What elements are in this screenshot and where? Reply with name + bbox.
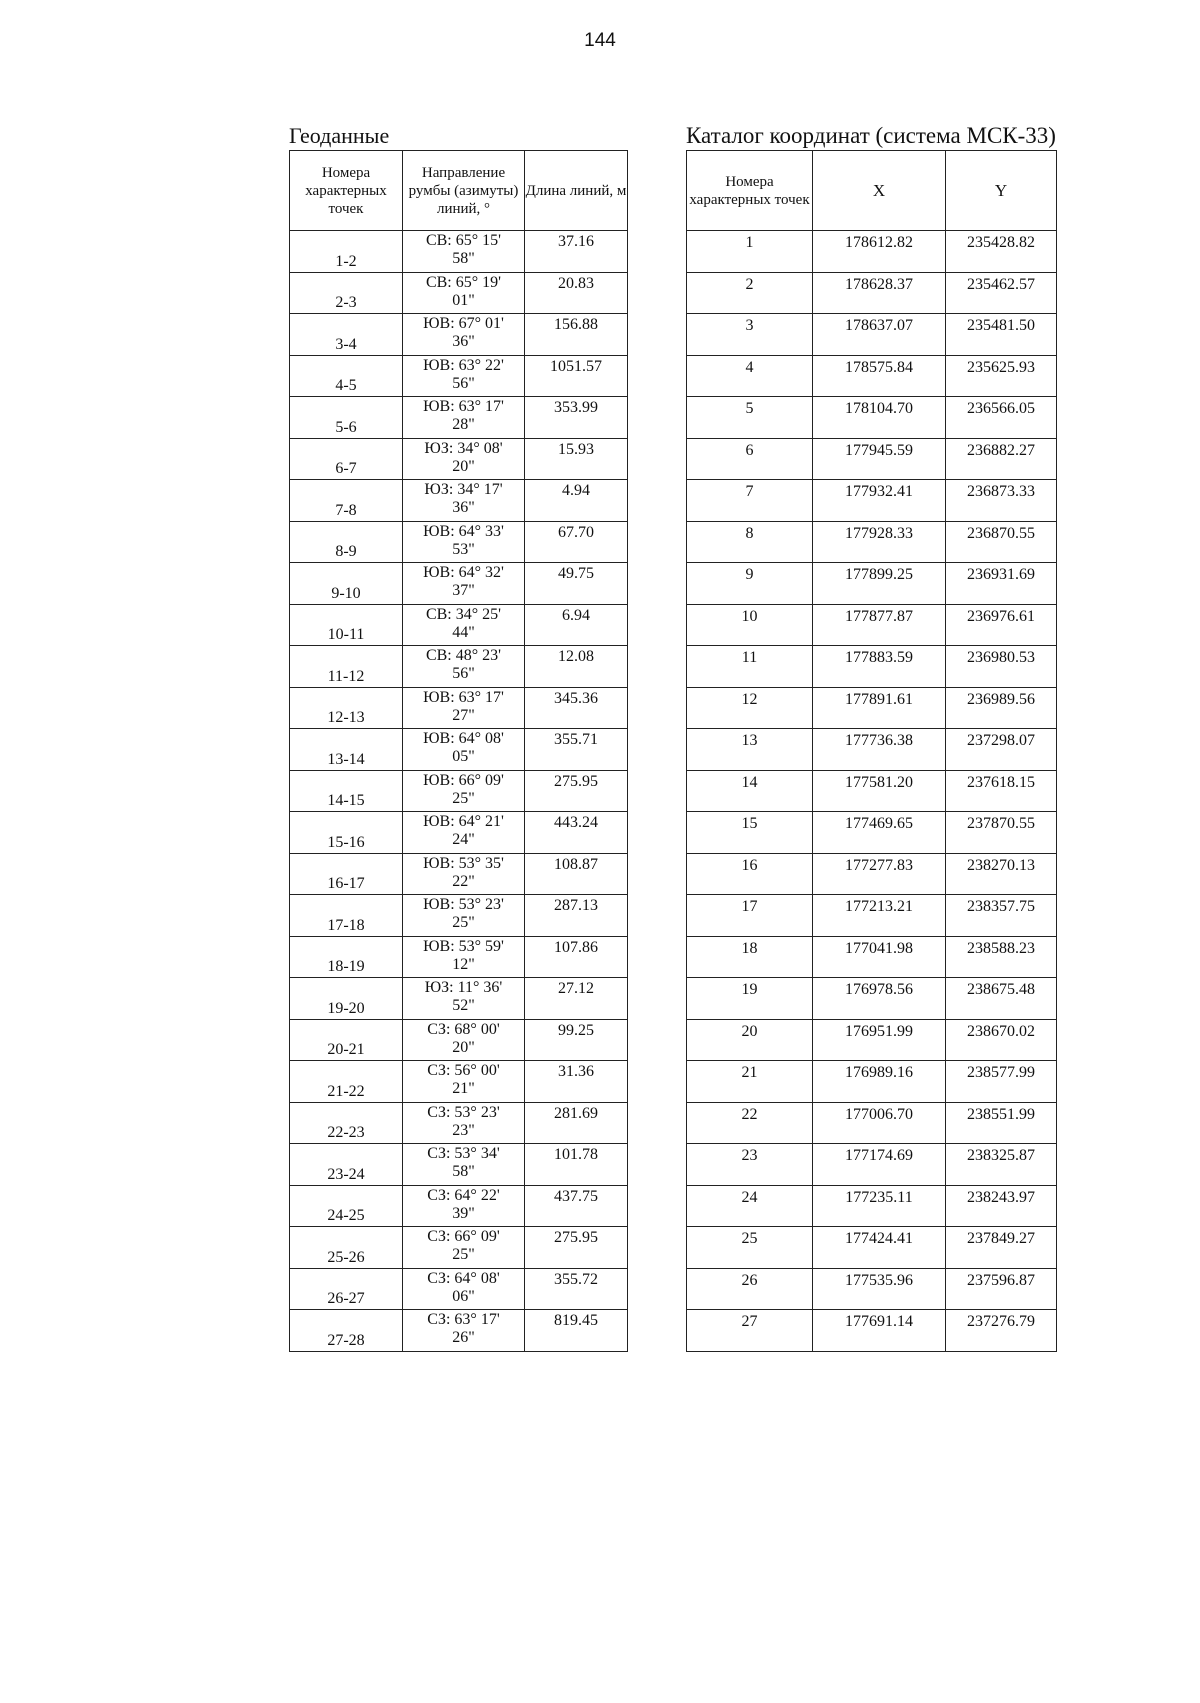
direction-seconds: 58" xyxy=(452,250,475,267)
table-row xyxy=(687,646,1057,688)
catalog-section xyxy=(686,122,1057,1352)
length-cell: 107.86 xyxy=(525,936,628,978)
length-cell: 437.75 xyxy=(525,1185,628,1227)
y-coordinate-cell: 236976.61 xyxy=(946,604,1057,646)
table-row xyxy=(687,521,1057,563)
segment-cell: 8-9 xyxy=(290,521,403,563)
segment-cell: 22-23 xyxy=(290,1102,403,1144)
table-row xyxy=(687,1185,1057,1227)
x-coordinate-cell: 178575.84 xyxy=(813,355,946,397)
y-coordinate-cell: 237870.55 xyxy=(946,812,1057,854)
x-coordinate-cell: 178104.70 xyxy=(813,397,946,439)
point-number-cell: 1 xyxy=(687,231,813,273)
y-coordinate-cell: 235428.82 xyxy=(946,231,1057,273)
y-coordinate-cell: 236989.56 xyxy=(946,687,1057,729)
page-number: 144 xyxy=(584,30,616,51)
direction-degrees: СВ: 65° 19' xyxy=(425,273,502,291)
direction-seconds: 39" xyxy=(452,1204,475,1222)
point-number-cell: 25 xyxy=(687,1227,813,1269)
segment-cell: 24-25 xyxy=(290,1185,403,1227)
y-coordinate-cell: 235625.93 xyxy=(946,355,1057,397)
y-coordinate-cell: 237618.15 xyxy=(946,770,1057,812)
table-row xyxy=(290,1102,628,1144)
point-number-cell: 27 xyxy=(687,1310,813,1352)
point-number-cell: 4 xyxy=(687,355,813,397)
table-row xyxy=(687,978,1057,1020)
direction-seconds: 25" xyxy=(452,1246,475,1263)
direction-seconds: 20" xyxy=(452,1038,475,1056)
point-number-cell: 9 xyxy=(687,563,813,605)
y-coordinate-cell: 235462.57 xyxy=(946,272,1057,314)
direction-cell xyxy=(403,480,525,522)
table-row xyxy=(290,604,628,646)
direction-cell xyxy=(403,231,525,273)
table-row xyxy=(687,770,1057,812)
x-coordinate-cell: 177277.83 xyxy=(813,853,946,895)
y-coordinate-cell: 236870.55 xyxy=(946,521,1057,563)
table-row xyxy=(290,272,628,314)
direction-cell xyxy=(403,853,525,895)
segment-cell: 11-12 xyxy=(290,646,403,688)
point-number-cell: 15 xyxy=(687,812,813,854)
y-coordinate-cell: 237298.07 xyxy=(946,729,1057,771)
table-row xyxy=(687,1310,1057,1352)
table-row xyxy=(687,1061,1057,1103)
segment-cell: 13-14 xyxy=(290,729,403,771)
point-number-cell: 7 xyxy=(687,480,813,522)
direction-seconds: 27" xyxy=(452,706,475,724)
direction-degrees: ЮВ: 53° 23' xyxy=(423,896,504,913)
direction-degrees: ЮВ: 63° 22' xyxy=(423,356,504,374)
direction-degrees: СВ: 48° 23' xyxy=(425,647,502,664)
length-cell: 108.87 xyxy=(525,853,628,895)
header-points: Номера характерных точек xyxy=(290,151,403,231)
direction-degrees: СВ: 34° 25' xyxy=(425,605,502,623)
direction-degrees: ЮВ: 63° 17' xyxy=(423,398,504,415)
x-coordinate-cell: 177213.21 xyxy=(813,895,946,937)
direction-cell xyxy=(403,936,525,978)
x-coordinate-cell: 177041.98 xyxy=(813,936,946,978)
x-coordinate-cell: 177891.61 xyxy=(813,687,946,729)
direction-cell xyxy=(403,563,525,605)
length-cell: 27.12 xyxy=(525,978,628,1020)
length-cell: 37.16 xyxy=(525,231,628,273)
table-row xyxy=(290,1061,628,1103)
direction-degrees: СЗ: 56° 00' xyxy=(427,1062,500,1079)
direction-degrees: СЗ: 64° 08' xyxy=(427,1269,500,1287)
direction-cell xyxy=(403,895,525,937)
segment-cell: 18-19 xyxy=(290,936,403,978)
table-row xyxy=(290,521,628,563)
x-coordinate-cell: 176978.56 xyxy=(813,978,946,1020)
direction-seconds: 24" xyxy=(452,831,475,848)
direction-seconds: 12" xyxy=(452,955,475,973)
direction-cell xyxy=(403,729,525,771)
table-row xyxy=(687,1102,1057,1144)
direction-cell xyxy=(403,1268,525,1310)
point-number-cell: 26 xyxy=(687,1268,813,1310)
point-number-cell: 20 xyxy=(687,1019,813,1061)
x-coordinate-cell: 177883.59 xyxy=(813,646,946,688)
length-cell: 275.95 xyxy=(525,1227,628,1269)
catalog-table xyxy=(686,150,1057,1352)
point-number-cell: 21 xyxy=(687,1061,813,1103)
y-coordinate-cell: 238588.23 xyxy=(946,936,1057,978)
length-cell: 31.36 xyxy=(525,1061,628,1103)
direction-cell xyxy=(403,1227,525,1269)
direction-degrees: ЮВ: 53° 35' xyxy=(423,854,504,872)
point-number-cell: 8 xyxy=(687,521,813,563)
header-length: Длина линий, м xyxy=(525,151,628,231)
y-coordinate-cell: 237849.27 xyxy=(946,1227,1057,1269)
direction-degrees: ЮВ: 63° 17' xyxy=(423,688,504,706)
point-number-cell: 16 xyxy=(687,853,813,895)
table-row xyxy=(687,853,1057,895)
length-cell: 4.94 xyxy=(525,480,628,522)
direction-cell xyxy=(403,314,525,356)
direction-cell xyxy=(403,604,525,646)
x-coordinate-cell: 177006.70 xyxy=(813,1102,946,1144)
table-row xyxy=(687,397,1057,439)
point-number-cell: 13 xyxy=(687,729,813,771)
direction-cell xyxy=(403,1102,525,1144)
table-row xyxy=(290,853,628,895)
x-coordinate-cell: 177424.41 xyxy=(813,1227,946,1269)
point-number-cell: 22 xyxy=(687,1102,813,1144)
table-row xyxy=(687,438,1057,480)
direction-cell xyxy=(403,646,525,688)
segment-cell: 19-20 xyxy=(290,978,403,1020)
direction-degrees: СВ: 65° 15' xyxy=(425,232,502,249)
direction-cell xyxy=(403,521,525,563)
direction-cell xyxy=(403,1019,525,1061)
x-coordinate-cell: 176951.99 xyxy=(813,1019,946,1061)
direction-cell xyxy=(403,812,525,854)
header-points: Номера характерных точек xyxy=(687,151,813,231)
x-coordinate-cell: 178628.37 xyxy=(813,272,946,314)
y-coordinate-cell: 237596.87 xyxy=(946,1268,1057,1310)
direction-seconds: 23" xyxy=(452,1121,475,1139)
geodata-caption: Геоданные xyxy=(289,123,390,148)
direction-cell xyxy=(403,355,525,397)
direction-seconds: 01" xyxy=(452,291,475,309)
length-cell: 1051.57 xyxy=(525,355,628,397)
direction-cell xyxy=(403,978,525,1020)
table-row xyxy=(687,231,1057,273)
table-row xyxy=(687,563,1057,605)
length-cell: 353.99 xyxy=(525,397,628,439)
table-row xyxy=(290,314,628,356)
point-number-cell: 19 xyxy=(687,978,813,1020)
table-row xyxy=(687,355,1057,397)
y-coordinate-cell: 238243.97 xyxy=(946,1185,1057,1227)
direction-degrees: ЮЗ: 34° 08' xyxy=(424,439,503,457)
y-coordinate-cell: 238357.75 xyxy=(946,895,1057,937)
table-row xyxy=(687,272,1057,314)
y-coordinate-cell: 238551.99 xyxy=(946,1102,1057,1144)
y-coordinate-cell: 238577.99 xyxy=(946,1061,1057,1103)
direction-degrees: СЗ: 68° 00' xyxy=(427,1020,500,1038)
y-coordinate-cell: 236882.27 xyxy=(946,438,1057,480)
segment-cell: 23-24 xyxy=(290,1144,403,1186)
table-row xyxy=(290,480,628,522)
direction-seconds: 28" xyxy=(452,416,475,433)
segment-cell: 12-13 xyxy=(290,687,403,729)
point-number-cell: 24 xyxy=(687,1185,813,1227)
table-row xyxy=(687,1144,1057,1186)
point-number-cell: 18 xyxy=(687,936,813,978)
table-row xyxy=(290,936,628,978)
segment-cell: 3-4 xyxy=(290,314,403,356)
x-coordinate-cell: 176989.16 xyxy=(813,1061,946,1103)
direction-cell xyxy=(403,687,525,729)
table-row xyxy=(687,1227,1057,1269)
direction-seconds: 25" xyxy=(452,789,475,807)
direction-seconds: 21" xyxy=(452,1080,475,1097)
x-coordinate-cell: 177899.25 xyxy=(813,563,946,605)
direction-degrees: ЮВ: 64° 33' xyxy=(423,522,504,540)
y-coordinate-cell: 236931.69 xyxy=(946,563,1057,605)
length-cell: 15.93 xyxy=(525,438,628,480)
x-coordinate-cell: 177945.59 xyxy=(813,438,946,480)
length-cell: 49.75 xyxy=(525,563,628,605)
point-number-cell: 5 xyxy=(687,397,813,439)
direction-cell xyxy=(403,770,525,812)
direction-seconds: 52" xyxy=(452,997,475,1014)
direction-degrees: ЮВ: 64° 32' xyxy=(423,564,504,581)
segment-cell: 21-22 xyxy=(290,1061,403,1103)
table-row xyxy=(290,895,628,937)
segment-cell: 1-2 xyxy=(290,231,403,273)
direction-degrees: ЮЗ: 34° 17' xyxy=(424,481,503,498)
table-row xyxy=(290,438,628,480)
direction-seconds: 36" xyxy=(452,499,475,516)
x-coordinate-cell: 177581.20 xyxy=(813,770,946,812)
x-coordinate-cell: 177932.41 xyxy=(813,480,946,522)
length-cell: 6.94 xyxy=(525,604,628,646)
segment-cell: 10-11 xyxy=(290,604,403,646)
point-number-cell: 3 xyxy=(687,314,813,356)
table-row xyxy=(290,770,628,812)
direction-seconds: 58" xyxy=(452,1163,475,1180)
y-coordinate-cell: 236980.53 xyxy=(946,646,1057,688)
length-cell: 355.71 xyxy=(525,729,628,771)
x-coordinate-cell: 177174.69 xyxy=(813,1144,946,1186)
direction-degrees: СЗ: 53° 34' xyxy=(427,1145,500,1162)
direction-seconds: 22" xyxy=(452,872,475,890)
length-cell: 443.24 xyxy=(525,812,628,854)
segment-cell: 7-8 xyxy=(290,480,403,522)
table-row xyxy=(290,812,628,854)
table-row xyxy=(687,687,1057,729)
direction-cell xyxy=(403,397,525,439)
segment-cell: 4-5 xyxy=(290,355,403,397)
y-coordinate-cell: 236873.33 xyxy=(946,480,1057,522)
y-coordinate-cell: 238270.13 xyxy=(946,853,1057,895)
segment-cell: 17-18 xyxy=(290,895,403,937)
geodata-table xyxy=(289,150,628,1352)
segment-cell: 16-17 xyxy=(290,853,403,895)
direction-cell xyxy=(403,1185,525,1227)
direction-cell xyxy=(403,1144,525,1186)
y-coordinate-cell: 238325.87 xyxy=(946,1144,1057,1186)
length-cell: 12.08 xyxy=(525,646,628,688)
direction-degrees: СЗ: 53° 23' xyxy=(427,1103,500,1121)
x-coordinate-cell: 177877.87 xyxy=(813,604,946,646)
y-coordinate-cell: 235481.50 xyxy=(946,314,1057,356)
table-row xyxy=(290,355,628,397)
point-number-cell: 6 xyxy=(687,438,813,480)
length-cell: 281.69 xyxy=(525,1102,628,1144)
direction-cell xyxy=(403,1061,525,1103)
table-row xyxy=(687,314,1057,356)
direction-seconds: 56" xyxy=(452,665,475,682)
table-row xyxy=(687,1268,1057,1310)
length-cell: 101.78 xyxy=(525,1144,628,1186)
direction-cell xyxy=(403,272,525,314)
segment-cell: 2-3 xyxy=(290,272,403,314)
x-coordinate-cell: 177469.65 xyxy=(813,812,946,854)
table-row xyxy=(290,1185,628,1227)
table-row xyxy=(290,1144,628,1186)
segment-cell: 26-27 xyxy=(290,1268,403,1310)
direction-seconds: 56" xyxy=(452,374,475,392)
table-row xyxy=(290,1310,628,1352)
point-number-cell: 14 xyxy=(687,770,813,812)
segment-cell: 25-26 xyxy=(290,1227,403,1269)
direction-seconds: 44" xyxy=(452,623,475,641)
direction-degrees: ЮВ: 67° 01' xyxy=(423,315,504,332)
x-coordinate-cell: 177736.38 xyxy=(813,729,946,771)
segment-cell: 27-28 xyxy=(290,1310,403,1352)
segment-cell: 6-7 xyxy=(290,438,403,480)
table-row xyxy=(687,604,1057,646)
point-number-cell: 17 xyxy=(687,895,813,937)
direction-seconds: 37" xyxy=(452,582,475,599)
table-row xyxy=(290,563,628,605)
direction-seconds: 20" xyxy=(452,457,475,475)
direction-seconds: 53" xyxy=(452,540,475,558)
x-coordinate-cell: 177235.11 xyxy=(813,1185,946,1227)
table-row xyxy=(290,646,628,688)
header-x: X xyxy=(813,151,946,231)
direction-cell xyxy=(403,438,525,480)
table-row xyxy=(687,480,1057,522)
point-number-cell: 11 xyxy=(687,646,813,688)
point-number-cell: 12 xyxy=(687,687,813,729)
table-row xyxy=(687,895,1057,937)
x-coordinate-cell: 177691.14 xyxy=(813,1310,946,1352)
direction-seconds: 36" xyxy=(452,333,475,350)
direction-seconds: 06" xyxy=(452,1287,475,1305)
catalog-header-row xyxy=(687,151,1057,231)
direction-degrees: ЮВ: 53° 59' xyxy=(423,937,504,955)
y-coordinate-cell: 237276.79 xyxy=(946,1310,1057,1352)
length-cell: 287.13 xyxy=(525,895,628,937)
x-coordinate-cell: 178637.07 xyxy=(813,314,946,356)
x-coordinate-cell: 178612.82 xyxy=(813,231,946,273)
header-y: Y xyxy=(946,151,1057,231)
length-cell: 345.36 xyxy=(525,687,628,729)
length-cell: 275.95 xyxy=(525,770,628,812)
point-number-cell: 10 xyxy=(687,604,813,646)
table-row xyxy=(290,687,628,729)
table-row xyxy=(687,812,1057,854)
table-row xyxy=(290,1227,628,1269)
y-coordinate-cell: 238675.48 xyxy=(946,978,1057,1020)
direction-seconds: 05" xyxy=(452,748,475,765)
geodata-section xyxy=(289,122,628,1352)
length-cell: 819.45 xyxy=(525,1310,628,1352)
length-cell: 20.83 xyxy=(525,272,628,314)
table-row xyxy=(290,231,628,273)
direction-degrees: СЗ: 66° 09' xyxy=(427,1228,500,1245)
geodata-header-row xyxy=(290,151,628,231)
table-row xyxy=(687,729,1057,771)
direction-degrees: ЮВ: 64° 08' xyxy=(423,730,504,747)
table-row xyxy=(290,1019,628,1061)
x-coordinate-cell: 177928.33 xyxy=(813,521,946,563)
table-row xyxy=(290,397,628,439)
length-cell: 99.25 xyxy=(525,1019,628,1061)
direction-cell xyxy=(403,1310,525,1352)
point-number-cell: 2 xyxy=(687,272,813,314)
direction-seconds: 25" xyxy=(452,914,475,931)
direction-degrees: ЮВ: 64° 21' xyxy=(423,813,504,830)
catalog-caption: Каталог координат (система МСК-33) xyxy=(686,123,1056,148)
table-row xyxy=(687,1019,1057,1061)
segment-cell: 9-10 xyxy=(290,563,403,605)
direction-degrees: ЮВ: 66° 09' xyxy=(423,771,504,789)
table-row xyxy=(687,936,1057,978)
table-row xyxy=(290,978,628,1020)
y-coordinate-cell: 238670.02 xyxy=(946,1019,1057,1061)
segment-cell: 14-15 xyxy=(290,770,403,812)
length-cell: 67.70 xyxy=(525,521,628,563)
length-cell: 355.72 xyxy=(525,1268,628,1310)
table-row xyxy=(290,729,628,771)
point-number-cell: 23 xyxy=(687,1144,813,1186)
segment-cell: 5-6 xyxy=(290,397,403,439)
direction-degrees: ЮЗ: 11° 36' xyxy=(424,979,503,996)
table-row xyxy=(290,1268,628,1310)
header-direction: Направление румбы (азимуты) линий, ° xyxy=(403,151,525,231)
direction-degrees: СЗ: 64° 22' xyxy=(427,1186,500,1204)
segment-cell: 15-16 xyxy=(290,812,403,854)
direction-degrees: СЗ: 63° 17' xyxy=(427,1311,500,1328)
length-cell: 156.88 xyxy=(525,314,628,356)
segment-cell: 20-21 xyxy=(290,1019,403,1061)
direction-seconds: 26" xyxy=(452,1329,475,1346)
x-coordinate-cell: 177535.96 xyxy=(813,1268,946,1310)
y-coordinate-cell: 236566.05 xyxy=(946,397,1057,439)
